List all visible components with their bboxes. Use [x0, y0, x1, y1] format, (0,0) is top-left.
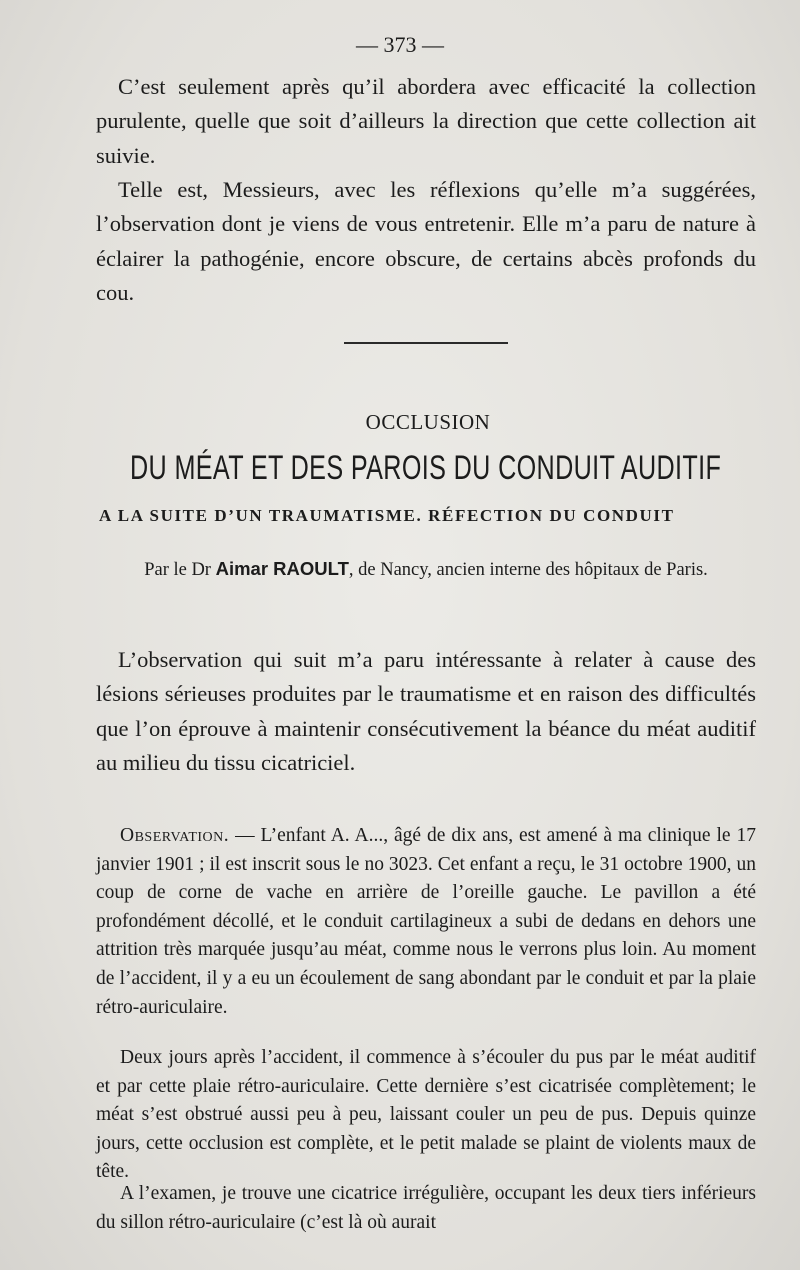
section-divider [344, 342, 508, 344]
article-subtitle: A LA SUITE D’UN TRAUMATISME. RÉFECTION DU CONDUIT [99, 506, 675, 525]
author-affiliation: , de Nancy, ancien interne des hôpitaux de Paris. [348, 560, 708, 580]
observation-label: Observation. [120, 825, 230, 846]
observation-text: — L’enfant A. A..., âgé de dix ans, est amené à ma clinique le 17 janvier 1901 ; il est inscrit sous le no 3023. Cet enfant a reçu, le 31 octobre 1900, un coup de corne de vache en arrière de l’oreille gauche. Le pavillon a été profondément décollé, et le conduit cartilagineux a subi de dedans en dehors une attrition très marquée jusqu’au méat, comme nous le verrons plus loin. Au moment de l’accident, il y a eu un écoulement de sang abondant par le conduit et par la plaie rétro-auriculaire. [96, 825, 756, 1018]
article-title-line-2: DU MÉAT ET DES PAROIS DU CONDUIT AUDITIF [130, 449, 722, 487]
paragraph-intro: L’observation qui suit m’a paru intéressante à relater à cause des lésions sérieuses produites par le traumatisme et en raison des difficultés que l’on éprouve à maintenir consécutivement la béance du méat auditif au milieu du tissu cicatriciel. [96, 647, 756, 775]
paragraph-observation [96, 822, 756, 1022]
author-byline [96, 556, 756, 583]
article-title-line-1: OCCLUSION [365, 410, 491, 434]
paragraph-conclusion: C’est seulement après qu’il abordera avec efficacité la collection purulente, quelle que soit d’ailleurs la direction que cette collection ait suivie. [96, 74, 756, 168]
author-prefix: Par le Dr [144, 560, 211, 580]
paragraph-examination: A l’examen, je trouve une cicatrice irrégulière, occupant les deux tiers inférieurs du sillon rétro-auriculaire (c’est là où aurait [96, 1183, 756, 1233]
page-number: — 373 — [356, 32, 444, 57]
author-name: Aimar RAOULT [215, 558, 349, 579]
paragraph-closing: Telle est, Messieurs, avec les réflexions qu’elle m’a suggérées, l’observation dont je viens de vous entretenir. Elle m’a paru de nature à éclairer la pathogénie, encore obscure, de certains abcès profonds du cou. [96, 177, 756, 305]
paragraph-evolution: Deux jours après l’accident, il commence à s’écouler du pus par le méat auditif et par cette plaie rétro-auriculaire. Cette dernière s’est cicatrisée complètement; le méat s’est obstrué aussi peu à peu, laissant couler un peu de pus. Depuis quinze jours, cette occlusion est complète, et le petit malade se plaint de violents maux de tête. [96, 1047, 756, 1183]
